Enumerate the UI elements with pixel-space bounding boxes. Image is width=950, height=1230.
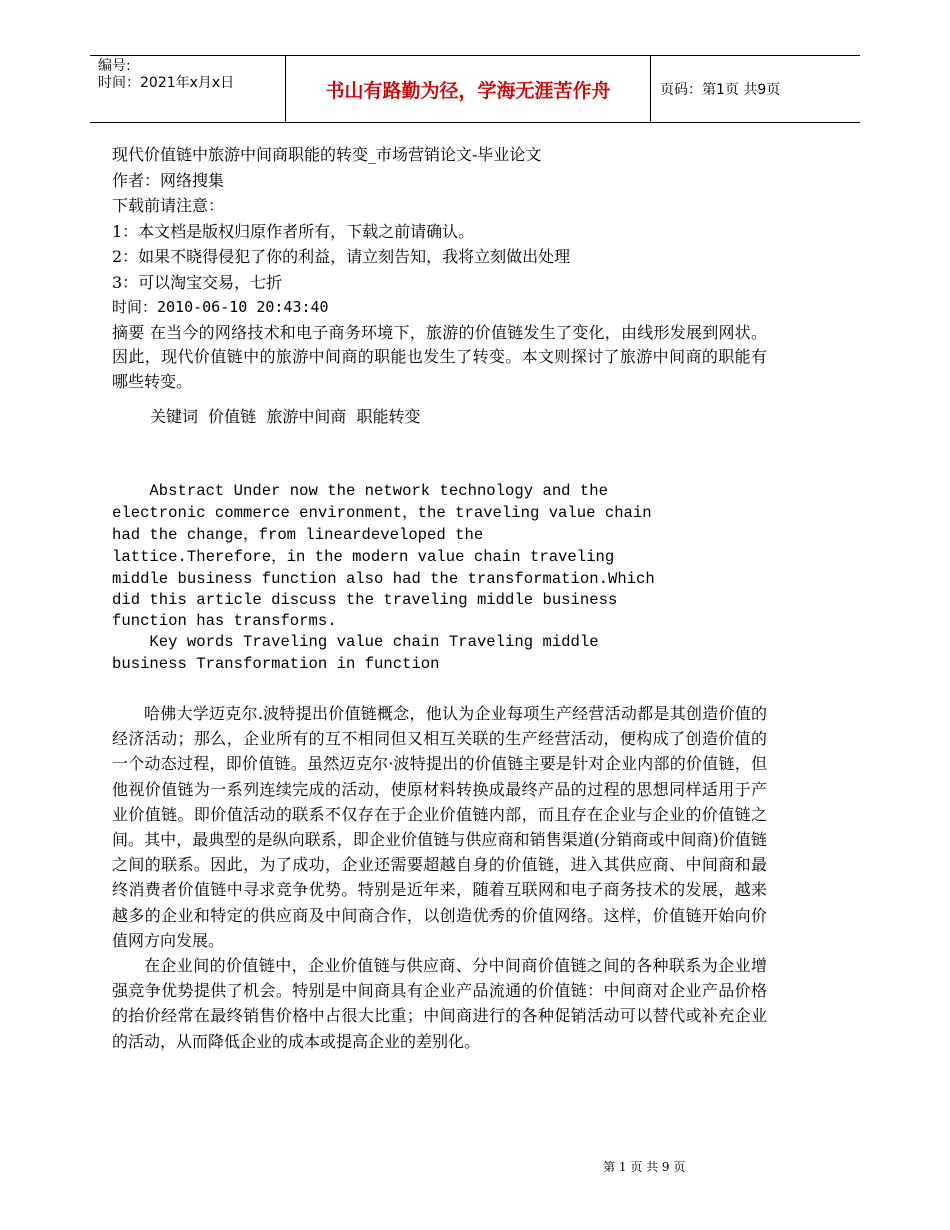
abstract-line: business Transformation in function: [112, 655, 440, 673]
abstract-line: Abstract Under now the network technology and the: [112, 482, 608, 500]
body-paragraph-2: 在企业间的价值链中，企业价值链与供应商、分中间商价值链之间的各种联系为企业增强竞争优势提供了机会。特别是中间商具有企业产品流通的价值链：中间商对企业产品价格的抬价经常在最终销售价格中占很大比重；中间商进行的各种促销活动可以替代或补充企业的活动，从而降低企业的成本或提高企业的差别化。: [112, 956, 767, 1051]
header-page-label: 页码：第1页 共9页: [660, 82, 781, 98]
english-abstract: [112, 480, 767, 675]
abstract-line: had the change，from lineardeveloped the: [112, 526, 484, 544]
notice-title: 下载前请注意：: [112, 196, 225, 215]
number-label: 编号:: [98, 58, 131, 74]
abstract-line: function has transforms.: [112, 612, 337, 630]
abstract-line: Key words Traveling value chain Traveling middle: [112, 633, 599, 651]
document-body: [112, 142, 767, 1054]
page-header: [90, 55, 860, 123]
abstract-line: lattice.Therefore，in the modern value chain traveling: [112, 548, 615, 566]
body-paragraph-1: 哈佛大学迈克尔.波特提出价值链概念，他认为企业每项生产经营活动都是其创造价值的经济活动；那么，企业所有的互不相同但又相互关联的生产经营活动，便构成了创造价值的一个动态过程，即价值链。虽然迈克尔·波特提出的价值链主要是针对企业内部的价值链，但他视价值链为一系列连续完成的活动，使原材料转换成最终产品的过程的思想同样适用于产业价值链。即价值活动的联系不仅存在于企业价值链内部，而且存在企业与企业的价值链之间。其中，最典型的是纵向联系，即企业价值链与供应商和销售渠道(分销商或中间商)价值链之间的联系。因此，为了成功，企业还需要超越自身的价值链，进入其供应商、中间商和最终消费者价值链中寻求竞争优势。特别是近年来，随着互联网和电子商务技术的发展，越来越多的企业和特定的供应商及中间商合作，以创造优秀的价值网络。这样，价值链开始向价值网方向发展。: [112, 704, 767, 950]
keywords-line: 关键词 价值链 旅游中间商 职能转变: [150, 407, 421, 426]
notice-item-3: 3：可以淘宝交易，七折: [112, 272, 283, 292]
doc-time: 时间：2010-06-10 20:43:40: [112, 298, 329, 316]
doc-title: 现代价值链中旅游中间商职能的转变_市场营销论文-毕业论文: [112, 145, 542, 164]
summary-paragraph: 摘要 在当今的网络技术和电子商务环境下，旅游的价值链发生了变化，由线形发展到网状。因此，现代价值链中的旅游中间商的职能也发生了转变。本文则探讨了旅游中间商的职能有哪些转变。: [112, 322, 767, 391]
header-info-cell: [90, 56, 286, 122]
main-text: [112, 701, 767, 1054]
abstract-line: middle business function also had the transformation.Which: [112, 570, 655, 588]
notice-item-1: 1：本文档是版权归原作者所有，下载之前请确认。: [112, 221, 475, 241]
time-label: 时间：2021年x月x日: [98, 75, 235, 91]
abstract-line: did this article discuss the traveling middle business: [112, 591, 618, 609]
abstract-line: electronic commerce environment，the traveling value chain: [112, 504, 652, 522]
doc-author: 作者：网络搜集: [112, 170, 225, 190]
page-footer: 第 1 页 共 9 页: [603, 1160, 686, 1174]
notice-item-2: 2：如果不晓得侵犯了你的利益，请立刻告知，我将立刻做出处理: [112, 247, 571, 266]
header-motto: 书山有路勤为径，学海无涯苦作舟: [286, 56, 651, 122]
